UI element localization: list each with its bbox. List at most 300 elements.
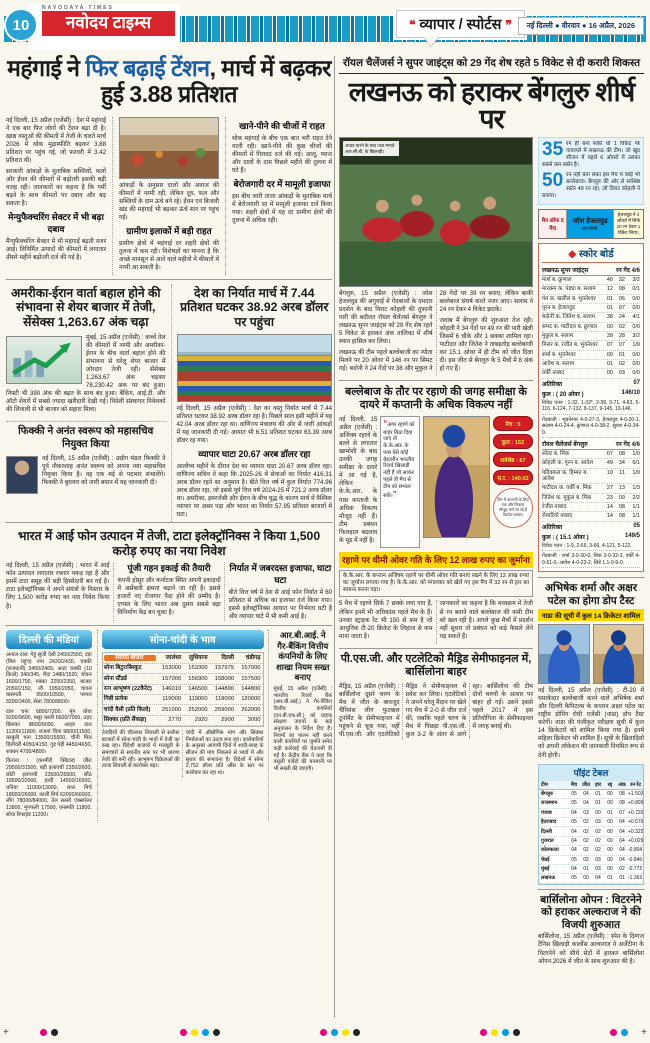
cell: 120000: [241, 696, 261, 703]
cell: 3/2: [632, 333, 640, 339]
cell: 34: [618, 460, 625, 467]
section-badge-tail: [424, 37, 438, 46]
cell: सिक्का (प्रति सैंकड़ा): [103, 717, 147, 724]
cell: जानकारों का कहना है कि मध्यक्रम में तेजी से रन बनाने वाले बल्लेबाज की कमी टीम को खल रही है। अगले कुछ मैचों में प्रदर्शन नहीं सुधरा तो प्रबंधन को कड़े फैसले लेने पड़ सकते हैं।: [439, 600, 533, 640]
cell: 02: [595, 837, 601, 844]
rate-paragraph: [6, 758, 92, 818]
cell: +0.576: [628, 819, 644, 826]
cell: +0.322: [628, 828, 644, 835]
body-paragraph: नई दिल्ली, 15 अप्रैल (एजेंसी) : देश का वस्तु निर्यात मार्च में 7.44 प्रतिशत घटकर 38.92 अरब डॉलर रहा है। पिछले साल इसी महीने में यह 42.04 अरब डॉलर रहा था। वाणिज्य मंत्रालय की ओर से जारी आंकड़ों में यह जानकारी दी गई। आयात भी 6.51 प्रतिशत घटकर 63.39 अरब डॉलर रह गया।: [176, 404, 332, 444]
cell: पूरन ब. हेजलवुड: [542, 305, 575, 312]
cell: नई दिल्ली, 15 अप्रैल (एजेंसी) : देश में महंगाई ने एक बार फिर लोगों की टेंशन बढ़ा दी है। खाद्य वस्तुओं की कीमतों में तेजी के चलते मार्च 2026 में थोक मुद्रास्फीति बढ़कर 3.88 प्रतिशत पर पहुंच गई, जो फरवरी में 3.42 प्रतिशत थी।: [6, 116, 106, 164]
cell: दिल्ली: [541, 828, 552, 835]
axar-patel-photo: [593, 624, 645, 684]
cell: 3000: [247, 717, 261, 724]
cell: 12: [606, 286, 613, 293]
cell: सर्राफा बाजार: [104, 655, 156, 661]
cell: 2770: [168, 717, 182, 724]
crop-mark: +: [3, 1027, 9, 1038]
batsman-row: [542, 285, 640, 294]
cell: 02: [595, 847, 601, 854]
cell: 03: [595, 856, 601, 863]
cell: 03: [618, 370, 625, 377]
batsman-row: [542, 313, 640, 322]
crosshead: खाने-पीने की चीजों में राहत: [239, 120, 325, 131]
cell: 05: [571, 875, 577, 882]
cell: 00: [583, 875, 589, 882]
batsman-row: [542, 332, 640, 341]
cell: 08: [618, 513, 625, 520]
sports-headline: लखनऊ को हराकर बेंगलुरु शीर्ष पर: [348, 77, 635, 134]
cell: अनाज-दाल: गेहूं सूजी देसी 2450/2550, दड़ा (मिल पहुंच) नया 2420/2430, चक्की (राजधानी) 2450/2465, आटा चक्की (10 किलो) 340/345, मैदा 1480/1520, चोकर 1600/1700, मक्का 2250/2350, बाजरा 2050/2150, जौ 1950/2050, चावल बासमती 9500/10500, परमल 3200/3400, सेला 7800/8600।: [6, 652, 92, 706]
points-row: [539, 809, 643, 818]
cell: बेंगलुरु: [541, 791, 554, 798]
quote-icon: ”: [392, 490, 397, 500]
total-row: कुल : ( 15.1 ओवर ) 149/5: [542, 532, 640, 541]
cell: 14: [606, 503, 613, 510]
motm-player: जॉश हेजलवुड आरसीबी.: [567, 210, 612, 238]
lead-col-1: [6, 117, 106, 275]
gold-rate-row: [103, 695, 263, 705]
cell: पडिक्कल क. हिम्मत ब. आवेश: [542, 469, 588, 482]
article-headline: भारत में आई फोन उत्पादन में तेजी, टाटा इलेक्ट्रॉनिक्स ने किया 1,500 करोड़ रुपए का नया निवेश: [17, 529, 321, 558]
cell: 146500: [188, 686, 208, 693]
cell: 40: [606, 277, 613, 284]
color-bar: [40, 1029, 58, 1036]
body-paragraph: बीते वित्त वर्ष में देश से आई फोन निर्यात में 60 प्रतिशत से अधिक का इजाफा दर्ज किया गया। इससे इलेक्ट्रॉनिक्स आयात पर निर्भरता घटी है और व्यापार घाटे में भी कमी आई है।: [228, 589, 332, 621]
masthead: [4, 4, 646, 52]
cell: 04: [571, 837, 577, 844]
iphone-article: [6, 523, 332, 626]
body-paragraph: [119, 182, 219, 222]
player-photos: [538, 624, 644, 684]
cell: 04: [619, 819, 625, 826]
batsman-row: [542, 450, 640, 459]
cell: 02: [618, 323, 625, 330]
growth-arrow-icon: [7, 337, 79, 381]
cell: गुजरात: [541, 837, 554, 844]
lead-headline: महंगाई ने फिर बढ़ाई टेंशन, मार्च में बढ़कर हुई 3.88 प्रतिशत: [7, 55, 331, 107]
quote-icon: ❝: [409, 18, 416, 32]
cell: 01: [595, 791, 601, 798]
container-port-photo: [177, 334, 333, 402]
cell: 251000: [161, 706, 182, 713]
cell: मार्श ब. क्रुणाल: [542, 277, 572, 284]
motm-label: मैन ऑफ द मैच: [539, 210, 567, 238]
article-headline: अभिषेक शर्मा और अक्षर पटेल का होगा डोप टैस्ट: [544, 582, 638, 607]
cell: 05: [571, 791, 577, 798]
cell: मुकुल ब. सलाम: [542, 333, 574, 339]
cell: 27: [606, 485, 613, 492]
cell: 04: [571, 847, 577, 854]
points-row: [539, 818, 643, 827]
color-bar: [480, 1029, 520, 1036]
edition-dateline: नई दिल्ली ● वीरवार ● 16 अप्रैल, 2026: [518, 17, 644, 35]
mandi-header: दिल्ली की मंडियां: [6, 630, 92, 649]
cell: +1.503: [628, 791, 644, 798]
cell: समद क. पाटीदार ब. क्रुणाल: [542, 323, 598, 330]
crosshead: बेरोजगारी दर में मामूली इजाफा: [233, 178, 331, 189]
crosshead: पूंजी गहन इकाई की तैयारी: [127, 563, 211, 574]
article-headline: फिक्की ने अनंत स्वरूप को महासचिव नियुक्त किया: [6, 421, 166, 452]
batsman-row: [542, 351, 640, 360]
batsman-row: [542, 304, 640, 313]
crosshead: ग्रामीण इलाकों में बड़ी राहत: [126, 225, 212, 236]
cell: 00: [607, 856, 613, 863]
cell: 259000: [214, 706, 235, 713]
color-bar: [610, 1029, 628, 1036]
bullet-icon: ◆: [568, 249, 579, 261]
fine-paragraph: के.के.आर. के कप्तान अजिंक्य रहाणे पर धीमी ओवर गति बनाए रखने के लिए 12 लाख रुपए का जुर्माना लगाया गया है। के.के.आर. को मंगलवार को खेले गए इस मैच में 32 रन से हार का सामना करना पड़ा।: [339, 570, 533, 598]
cell: 119000: [188, 696, 208, 703]
cell: 0/0: [632, 351, 640, 358]
cell: 06: [618, 295, 625, 302]
cell: 144800: [214, 686, 235, 693]
ficci-secretary-photo: [6, 456, 38, 494]
cell: गिन्नी प्रत्येक: [103, 696, 128, 703]
gold-rate-table: [102, 652, 264, 727]
cell: 144800: [241, 686, 261, 693]
cell: -0.846: [628, 856, 643, 863]
body-paragraph: कंपनी होसुर और कर्नाटक स्थित अपनी इकाइयों में असेंबली क्षमता बढ़ाने जा रही है। इससे हजारों नए रोजगार पैदा होने की उम्मीद है। एप्पल के लिए भारत अब दूसरा सबसे बड़ा विनिर्माण केंद्र बन चुका है।: [117, 577, 221, 617]
points-row: [539, 827, 643, 836]
quote-icon: ❞: [505, 18, 512, 32]
body-paragraph: मुंबई, 15 अप्रैल (एजेंसी) : भारतीय रिजर्व बैंक (आर.बी.आई.) ने गैर-बैंकिंग वित्तीय कंपनियों (एन.बी.एफ.सी.) को ग्राहक संरक्षण उपायों के कड़े अनुपालन के निर्देश दिए हैं। नियमों का पालन नहीं करने वाली कंपनियों पर जुर्माने समेत कड़ी कार्रवाई की चेतावनी दी गई है। केंद्रीय बैंक ने कहा कि वसूली एजेंटों की मनमानी पर भी सख्ती की जाएगी।: [273, 685, 332, 772]
business-bottom-row: [6, 626, 332, 821]
cell: 28: [618, 333, 625, 339]
body-paragraph: मैड्रिड, 15 अप्रैल (एजेंसी) : बार्सिलोना दूसरे चरण के मैच में जीत के बावजूद चैंपियंस लीग फुटबाल टूर्नामैंट के सेमीफाइनल में पहुंचने से चूक गया, वहीं पी.एस.जी. और एटलेटिको मैड्रिड ने सेमीफाइनल में प्रवेश कर लिया। एटलेटिको ने अपने घरेलू मैदान पर खेले गए मैच में 2-0 से जीत दर्ज की, जबकि पहले चरण के मैच में पिछड़ा पी.एस.जी. कुल 3-2 के अंतर से आगे रहा। बार्सिलोना की टीम दोनों चरणों के आधार पर बाहर हो गई। उसने इससे पहले 2017 में इस प्रतियोगिता के सेमीफाइनल में जगह बनाई थी।: [339, 683, 533, 739]
cell: जालंधर: [165, 654, 182, 661]
sensex-article: [6, 284, 172, 522]
psg-article: [339, 648, 533, 740]
gold-silver-rates: [97, 630, 269, 821]
batsman-row: [542, 341, 640, 350]
bowling-figures: गेंदबाजी : शर्मा 3-0-30-0, मिंक 3-0-32-3, वर्की 4-0-51-0, आवेश 4-0-23-2, लिंडे 1.1-0-9-0.: [542, 552, 640, 568]
cell: -1.363: [628, 875, 643, 882]
section-badge: ❝ व्यापार / स्पोर्टस ❞: [396, 10, 525, 38]
cell: 01: [618, 351, 625, 358]
bowling-figures: गेंदबाजी : भुवनेश्वर 4-0-27-3, हेजलवुड 4-0-20-1, सलाम 4-0-24-4, क्रुणाल 4-0-38-2, सुयश 4-0-34-0.: [542, 416, 640, 439]
cell: 04: [583, 791, 589, 798]
cell: 07: [618, 305, 625, 312]
article-subhead: नाडा की सूची में कुल 14 क्रिकेटर शामिल: [538, 609, 644, 621]
body-paragraph: नई दिल्ली, 15 अप्रैल (एजेंसी) : अजिंक्य रहाणे के बल्ले से लगातार खामोशी के बाद उनकी जगह समीक्षा के दायरे में आ गई है, लेकिन के.के.आर. के पास कप्तानी के अधिक विकल्प मौजूद नहीं हैं। टीम प्रबंधन फिलहाल बदलाव के मूड में नहीं है।: [339, 416, 378, 544]
cell: लखनऊ की टीम पहले बल्लेबाजी का न्योता मिलने पर 20 ओवर में 146 रन पर सिमट गई। बदोनी ने 24 गेंदों पर 38 और मुकुल ने 28 गेंदों पर 39 रन बनाए, लेकिन बाकी बल्लेबाज संघर्ष करते नजर आए। सलाम ने 24 रन देकर 4 विकेट झटके।: [339, 290, 533, 373]
cell: 119000: [215, 696, 235, 703]
cell: 00: [607, 837, 613, 844]
cell: 0/0: [632, 360, 640, 367]
cell: 04: [619, 847, 625, 854]
business-section: [6, 56, 332, 821]
cell: मिलर क. रंजीत ब. भुवनेश्वर: [542, 342, 598, 349]
cell: पाटीदार क. वर्की ब. मिंक: [542, 485, 592, 492]
cell: +0.029: [628, 837, 644, 844]
cell: रत्न आभूषण (22कैरेट): [103, 686, 152, 693]
innings-header: रॉयल चैलेंजर्स बेंगलुरु रन गेंद 4/6: [542, 439, 640, 450]
points-row: [539, 856, 643, 865]
cell: 39: [606, 333, 613, 339]
gold-rate-row: [103, 716, 263, 726]
cell: 158000: [214, 675, 235, 682]
dope-test-article: [538, 577, 644, 759]
cell: 119000: [162, 696, 182, 703]
cell: चांदी वैसी (प्रति किलो): [103, 706, 151, 713]
body-paragraph: मुंबई, 15 अप्रैल (एजेंसी) : कच्चे तेल की कीमतों में नरमी और अमरीका-ईरान के बीच वार्ता बहाल होने की संभावना से घरेलू शेयर बाजार में जोरदार तेजी रही। सेंसेक्स 1,263.67 अंक चढ़कर 78,230.42 अंक पर बंद हुआ। निफ्टी भी 390 अंक की बढ़त के साथ बंद हुआ। बैंकिंग, आई.टी. और ऑटो शेयरों में सबसे ज्यादा खरीदारी देखी गई। विदेशी संस्थागत निवेशकों की लिवाली से भी बाजार को सहारा मिला।: [6, 333, 166, 413]
crosshead: व्यापार घाटा 20.67 अरब डॉलर रहा: [198, 448, 311, 459]
body-paragraph: मैन्युफैक्चरिंग सेक्टर में भी महंगाई बढ़ती नजर आई। विनिर्मित उत्पादों की कीमतों में लगातार तीसरे महीने बढ़ोतरी दर्ज की गई है।: [6, 237, 106, 261]
market-note: [186, 730, 264, 777]
rbi-article: [274, 630, 332, 821]
cell: 02: [595, 828, 601, 835]
match-stats-box: [538, 137, 644, 205]
exports-article: [172, 284, 333, 522]
abhishek-sharma-photo: [538, 624, 590, 684]
fine-strip-headline: रहाणे पर धीमी ओवर गति के लिए 12 लाख रुपए का जुर्माना: [339, 552, 533, 568]
gold-rate-row: [103, 674, 263, 684]
body-paragraph: बार्सिलोना, 15 अप्रैल (एजेंसी) : स्पेन के दिग्गज टैनिस खिलाड़ी कार्लोस अल्कराज ने अर्जेंटीना के विटरनेने को सीधे सेटों में हराकर बार्सिलोना ओपन 2026 में जीत के साथ शुरुआत की है।: [538, 933, 644, 965]
cell: 10: [606, 469, 613, 476]
cell: मैच: [570, 781, 578, 788]
cell: 00: [607, 819, 613, 826]
cell: 04: [619, 837, 625, 844]
gold-header: सोना-चांदी के भाव: [102, 630, 264, 649]
gold-rate-row: [103, 705, 263, 715]
batsman-row: [542, 512, 640, 521]
cell: 4/1: [632, 314, 640, 321]
cell: 04: [595, 875, 601, 882]
brand-block: [28, 4, 180, 50]
rahane-stats: [493, 416, 533, 548]
cell: 04: [571, 809, 577, 816]
cell: 14: [606, 513, 613, 520]
cell: जितेश क. मुकुल ब. मिंक: [542, 494, 592, 501]
cell: 01: [606, 305, 613, 312]
body-paragraph: [440, 317, 534, 373]
cell: बेंगलुरु, 15 अप्रैल (एजेंसी) : जोश हेजलवुड की अगुवाई में गेंदबाजों के दमदार प्रदर्शन के बाद विराट कोहली की तूफानी पारी की बदौलत रॉयल चैलेंजर्स बेंगलुरु ने लखनऊ सुपर जाइंट्स को 29 गेंद शेष रहते 5 विकेट से हराकर अंक तालिका में शीर्ष स्थान हासिल कर लिया।: [339, 290, 433, 346]
cell: 1/3: [632, 485, 640, 492]
crosshead: निर्यात में जबरदस्त इजाफा, घाटा घटा: [229, 563, 332, 586]
cell: 01: [583, 866, 589, 873]
body-paragraph: [6, 168, 106, 208]
cell: 01: [606, 295, 613, 302]
cell: 153000: [161, 665, 182, 672]
cell: 01: [607, 809, 613, 816]
motm-team: आरसीबी.: [581, 225, 599, 232]
points-row: [539, 799, 643, 808]
cell: हार: [595, 781, 601, 788]
cell: 5 मैच में रहाणे सिर्फ 7 छक्के लगा पाए हैं, लेकिन इनमें भी अधिकांश पहले मैच के हैं। उनका स्ट्राइक रेट भी 150 से कम है जो आधुनिक टी-20 क्रिकेट के लिहाज से कम माना जाता है।: [339, 600, 433, 640]
business-row-2: [6, 280, 332, 523]
registration-marks: [0, 1027, 650, 1039]
cell: 2/2: [632, 494, 640, 501]
cell: 0/1: [632, 286, 640, 293]
cell: 157000: [241, 665, 261, 672]
cell: 13: [618, 485, 625, 492]
body-paragraph: इस बीच जारी ताजा आंकड़ों के मुताबिक मार्च में बेरोजगारी दर में मामूली इजाफा दर्ज किया गया। शहरी क्षेत्रों में यह दर ग्रामीण क्षेत्रों की तुलना में अधिक रही।: [232, 192, 332, 224]
article-headline: बल्लेबाज के तौर पर रहाणे की जगह समीक्षा के दायरे में कप्तानी के अधिक विकल्प नहीं: [345, 385, 527, 411]
cell: रन रेट: [630, 781, 641, 788]
cell: चांदी में औद्योगिक मांग और सिक्का निर्माताओं का उठाव बना रहा। कारोबारियों के अनुसार आगामी दिनों में शादी-ब्याह के सीजन की मांग निकलने से भावों में और सुधार की संभावना है। विदेशों में सोना 3,752 डॉलर प्रति औंस के स्तर पर कारोबार कर रहा था।: [185, 730, 264, 777]
color-bar: [180, 1029, 220, 1036]
cell: 00: [607, 866, 613, 873]
cell: 0/0: [632, 370, 640, 377]
market-photo: [119, 117, 219, 179]
batsman-row: [542, 459, 640, 468]
cell: सोना स्टैंडर्ड: [103, 675, 127, 682]
article-headline: देश का निर्यात मार्च में 7.44 प्रतिशत घटकर 38.92 अरब डॉलर पर पहुंचा: [180, 285, 329, 330]
cell: 01: [606, 360, 613, 367]
cell: कुल : 152: [501, 439, 525, 446]
rahane-photo: [423, 416, 490, 538]
cell: सरकारी आंकड़ों के मुताबिक सब्जियों, फलों और ईंधन की कीमतों में बढ़ोतरी इसकी बड़ी वजह रही। जानकारों का कहना है कि गर्मी बढ़ने के साथ कीमतों पर दबाव और बढ़ सकता है।: [6, 167, 106, 207]
cell: 32: [618, 277, 625, 284]
cell: जीत: [582, 781, 590, 788]
cell: 00: [606, 351, 613, 358]
batsman-row: [542, 369, 640, 378]
cell: 08: [619, 800, 625, 807]
cell: 02: [583, 847, 589, 854]
stat-pill: [493, 416, 533, 431]
body-paragraph: नई दिल्ली, 15 अप्रैल (एजेंसी) : भारत में आई फोन उत्पादन लगातार रफ्तार पकड़ रहा है और इसमें टाटा समूह की बड़ी हिस्सेदारी बन गई है। टाटा इलेक्ट्रॉनिक्स ने अपने संयंत्रों के विस्तार के लिए 1,500 करोड़ रुपए का नया निवेश किया है।: [6, 562, 110, 610]
batsman-row: [542, 323, 640, 332]
cell: दाल चना 6800/7200, मूंग धोया 9200/9600, मसूर काली 6600/7000, उड़द छिलका 8600/9000, अरहर दाल 11200/11800, राजमां चित्रा 9800/11500, काबुली चना 13500/15500, चीनी मिल डिलीवरी 4050/4150, गुड़ पेड़ी 4450/4650, शक्कर 4700/4800।: [6, 708, 92, 755]
cell: 07: [618, 342, 625, 349]
cell: 0/0: [632, 295, 640, 302]
rate-paragraph: [6, 652, 92, 705]
batsman-row: [542, 295, 640, 304]
batsman-row: [542, 469, 640, 485]
cell: 23: [606, 494, 613, 501]
cell: 252000: [188, 706, 208, 713]
cell: 05: [571, 800, 577, 807]
cell: 3/2: [632, 277, 640, 284]
cell: 03: [583, 809, 589, 816]
cell: पंत क. खलील ब. भुवनेश्वर: [542, 295, 596, 302]
stat-number: 35: [542, 141, 564, 160]
cell: 1/0: [632, 342, 640, 349]
brand-english: NAVODAYA TIMES: [42, 5, 114, 11]
cell: 1/0: [632, 451, 640, 458]
body-paragraph: [440, 600, 534, 640]
stat-text: रन नहीं बना सका इस मैच में कोई भी बल्लेबाज। बेंगलुरु की ओर से सर्वश्रेष्ठ स्कोर 49 रन रहा, जो विराट कोहली ने बनाया।: [542, 172, 640, 200]
cell: 24: [618, 314, 625, 321]
cell: 04: [571, 866, 577, 873]
body-paragraph: नई दिल्ली, 15 अप्रैल (एजेंसी) : टी-20 में धमाकेदार बल्लेबाजी करने वाले अभिषेक शर्मा और दिल्ली कैपिटल्स के कप्तान अक्षर पटेल का राष्ट्रीय डोपिंग रोधी एजेंसी (नाडा) डोप टैस्ट करेगी। नाडा की पंजीकृत परीक्षण सूची में कुल 14 क्रिकेटरों को शामिल किया गया है। इनमें महिला क्रिकेटर भी शामिल हैं। सूची के खिलाड़ियों को अपनी लोकेशन की जानकारी नियमित रूप से देनी होगी।: [538, 687, 644, 759]
body-paragraph: ग्रामीण क्षेत्रों में महंगाई दर शहरी क्षेत्रों की तुलना में कम रही। विशेषज्ञों का मानना है कि अच्छे मानसून से आने वाले महीनों में कीमतों में नरमी आ सकती है।: [119, 239, 219, 271]
sports-left-column: [339, 137, 533, 969]
stat-item: [542, 172, 640, 200]
cell: 02: [618, 360, 625, 367]
cell: 02: [583, 837, 589, 844]
innings-header: लखनऊ सुपर जाइंट्स रन गेंद 4/6: [542, 265, 640, 276]
body-paragraph: थोक महंगाई के बीच एक बात भरी राहत देने वाली रही। खाने-पीने की कुछ चीजों की कीमतों में गिरावट दर्ज की गई। आलू, प्याज और दालों के दाम पिछले महीने की तुलना में घटे हैं।: [232, 134, 332, 174]
mandi-rates: [6, 630, 92, 821]
brand-logo: नवोदय टाइम्स: [42, 11, 175, 36]
cell: 04: [619, 828, 625, 835]
cell: +0.899: [628, 800, 644, 807]
article-headline: आर.बी.आई. ने गैर-बैंकिंग वित्तीय कंपनियों के लिए शाखा नियम सख्त बनाए: [276, 630, 330, 683]
cell: हैदराबाद: [541, 819, 557, 826]
cell: 00: [607, 828, 613, 835]
cell: कोलकाता: [541, 847, 559, 854]
scoreboard: [538, 243, 644, 572]
pull-quote: “अगर रहाणे को बाहर बिठा दिया जाए तो के.के.आर. के पास ऐसे कोई बेहतरीन भारतीय रिजर्व खिलाड़ी नहीं हैं जो आकर पहले ही मैच से टीम को संभाल सकें।”: [380, 416, 420, 548]
cell: 00: [606, 370, 613, 377]
batsman-row: [542, 494, 640, 503]
cell: 262000: [241, 706, 261, 713]
cell: 1/0: [632, 469, 640, 476]
stat-pill: [493, 452, 533, 467]
cell: 03: [595, 819, 601, 826]
cell: 02: [583, 828, 589, 835]
gold-rate-row: [103, 653, 263, 663]
cell: रद्द: [607, 781, 613, 788]
cell: 02: [619, 866, 625, 873]
cell: सोना बिटुर/बिस्कुट: [103, 665, 142, 672]
crop-mark: +: [641, 1027, 647, 1038]
cell: 6/1: [632, 460, 640, 467]
points-row: [539, 790, 643, 799]
cell: 157000: [161, 675, 182, 682]
cell: 00: [607, 791, 613, 798]
batsman-row: [542, 484, 640, 493]
cell: 05: [571, 856, 577, 863]
cell: रोमारियो नाबाद: [542, 513, 573, 520]
cell: 1/1: [632, 503, 640, 510]
cell: पंजाब: [541, 809, 552, 816]
cell: कोहली क. पूरन ब. आवेश: [542, 460, 594, 467]
cell: 05: [571, 819, 577, 826]
stat-pill: [493, 434, 533, 449]
cell: 00: [595, 809, 601, 816]
batsman-row: [542, 276, 640, 285]
batsman-row: [542, 360, 640, 369]
cell: 157975: [214, 665, 235, 672]
market-note: [102, 730, 180, 770]
cell: 08: [618, 503, 625, 510]
crosshead: मेन्युफैक्चरिंग सेक्टर में भी बढ़ा दबाव: [8, 211, 104, 234]
cell: राजस्थान: [541, 800, 558, 807]
points-row: [539, 865, 643, 874]
section-divider: [334, 56, 335, 1017]
cell: 38: [606, 314, 613, 321]
man-of-the-match-box: [538, 209, 644, 239]
color-bar: [320, 1029, 360, 1036]
stat-number: 50: [542, 172, 564, 192]
cell: सर्वश्रेष्ठ : 67: [500, 457, 526, 464]
body-paragraph: [339, 600, 433, 640]
body-paragraph: [339, 290, 433, 346]
article-body: [6, 562, 332, 621]
extras-row: अतिरिक्त 07: [542, 379, 640, 388]
batsman-row: [542, 503, 640, 512]
total-row: कुल : ( 20 ओवर ) 146/10: [542, 389, 640, 398]
sports-section: [339, 56, 644, 969]
article-headline: बार्सिलोना ओपन : विटरनेने को हराकर अल्कराज ने की विजयी शुरुआत: [540, 893, 642, 931]
cell: 08: [619, 791, 625, 798]
cell: 02: [583, 819, 589, 826]
cell: चेन्नई: [541, 856, 550, 863]
lead-col-3: [225, 117, 332, 275]
cell: 07: [606, 451, 613, 458]
lead-article: [6, 111, 332, 280]
cell: -0.772: [628, 866, 643, 873]
body-paragraph: नई दिल्ली, 15 अप्रैल (एजेंसी) : उद्योग मंडल फिक्की ने पूर्व नौकरशाह अनंत स्वरूप को अपना नया महासचिव नियुक्त किया है। वह एक मई से पदभार संभालेंगे। फिक्की ने बुधवार को जारी बयान में यह जानकारी दी।: [42, 454, 166, 486]
cell: आंकड़ों के अनुसार दालों और अनाज की कीमतों में नरमी रही, लेकिन दूध, फल और सब्जियों के दाम ऊंचे बने रहे। ईंधन एवं बिजली खंड की महंगाई भी बढ़कर ऊंचे स्तर पर पहुंच गई।: [119, 181, 219, 221]
cell: 1/1: [632, 513, 640, 520]
cell: अंक: [618, 781, 626, 788]
motm-note: हेजलवुड ने 4 ओवरों में सिर्फ 20 रन देकर 1 विकेट लिया।: [613, 210, 643, 238]
